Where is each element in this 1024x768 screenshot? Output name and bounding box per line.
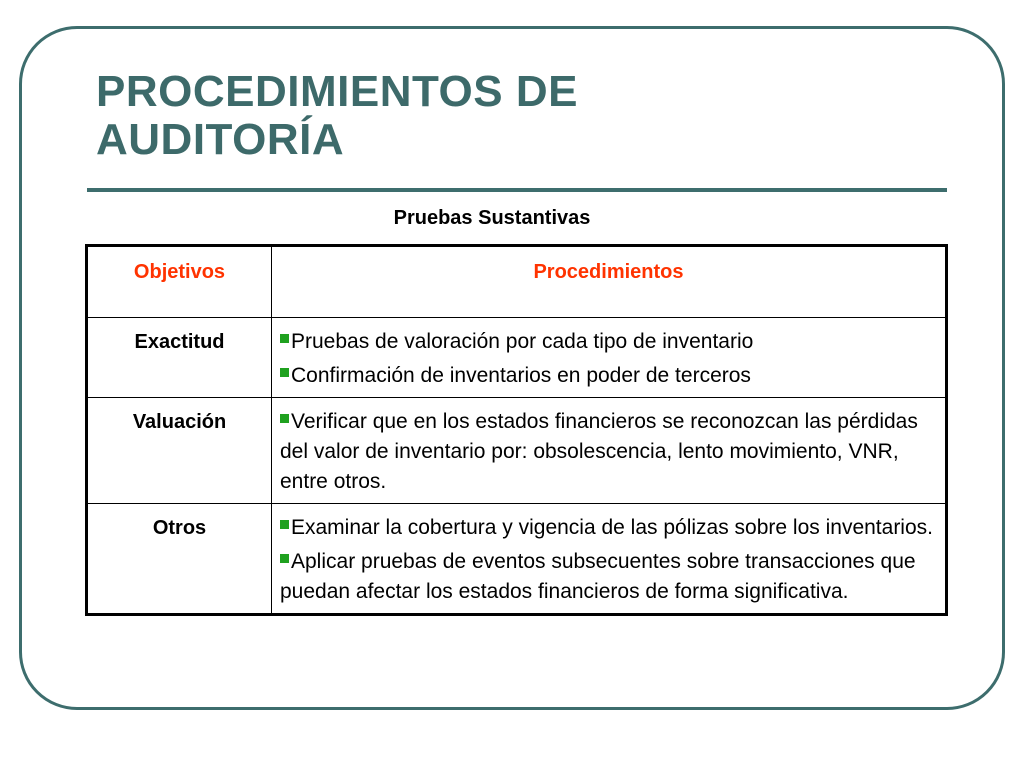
square-bullet-icon [280,414,289,423]
title-line-1: PROCEDIMIENTOS DE [96,67,578,116]
procedure-text: Confirmación de inventarios en poder de terceros [291,364,751,387]
header-procedimientos: Procedimientos [272,246,947,318]
objective-cell: Exactitud [87,318,272,398]
square-bullet-icon [280,520,289,529]
title-divider [87,188,947,192]
procedure-item [280,327,937,357]
table-row [87,398,947,504]
title-line-2: AUDITORÍA [96,115,345,164]
procedures-cell [272,398,947,504]
procedures-table [85,244,948,616]
table-header-row [87,246,947,318]
slide-title [96,68,896,164]
table-row [87,318,947,398]
procedure-text: Pruebas de valoración por cada tipo de inventario [291,330,754,353]
table-row [87,504,947,615]
procedures-cell [272,504,947,615]
procedures-cell [272,318,947,398]
procedure-text: Verificar que en los estados financieros se reconozcan las pérdidas del valor de inventario por: obsolescencia, lento movimiento, VNR, entre otros. [280,410,918,493]
procedure-text: Examinar la cobertura y vigencia de las pólizas sobre los inventarios. [291,516,933,539]
procedure-item [280,407,937,497]
objective-cell: Otros [87,504,272,615]
procedure-item [280,361,937,391]
procedure-item [280,547,937,607]
table-caption: Pruebas Sustantivas [393,207,591,229]
procedure-item [280,513,937,543]
square-bullet-icon [280,368,289,377]
square-bullet-icon [280,554,289,563]
procedure-text: Aplicar pruebas de eventos subsecuentes sobre transacciones que puedan afectar los estados financieros de forma significativa. [280,550,916,603]
header-objetivos: Objetivos [87,246,272,318]
objective-cell: Valuación [87,398,272,504]
square-bullet-icon [280,334,289,343]
